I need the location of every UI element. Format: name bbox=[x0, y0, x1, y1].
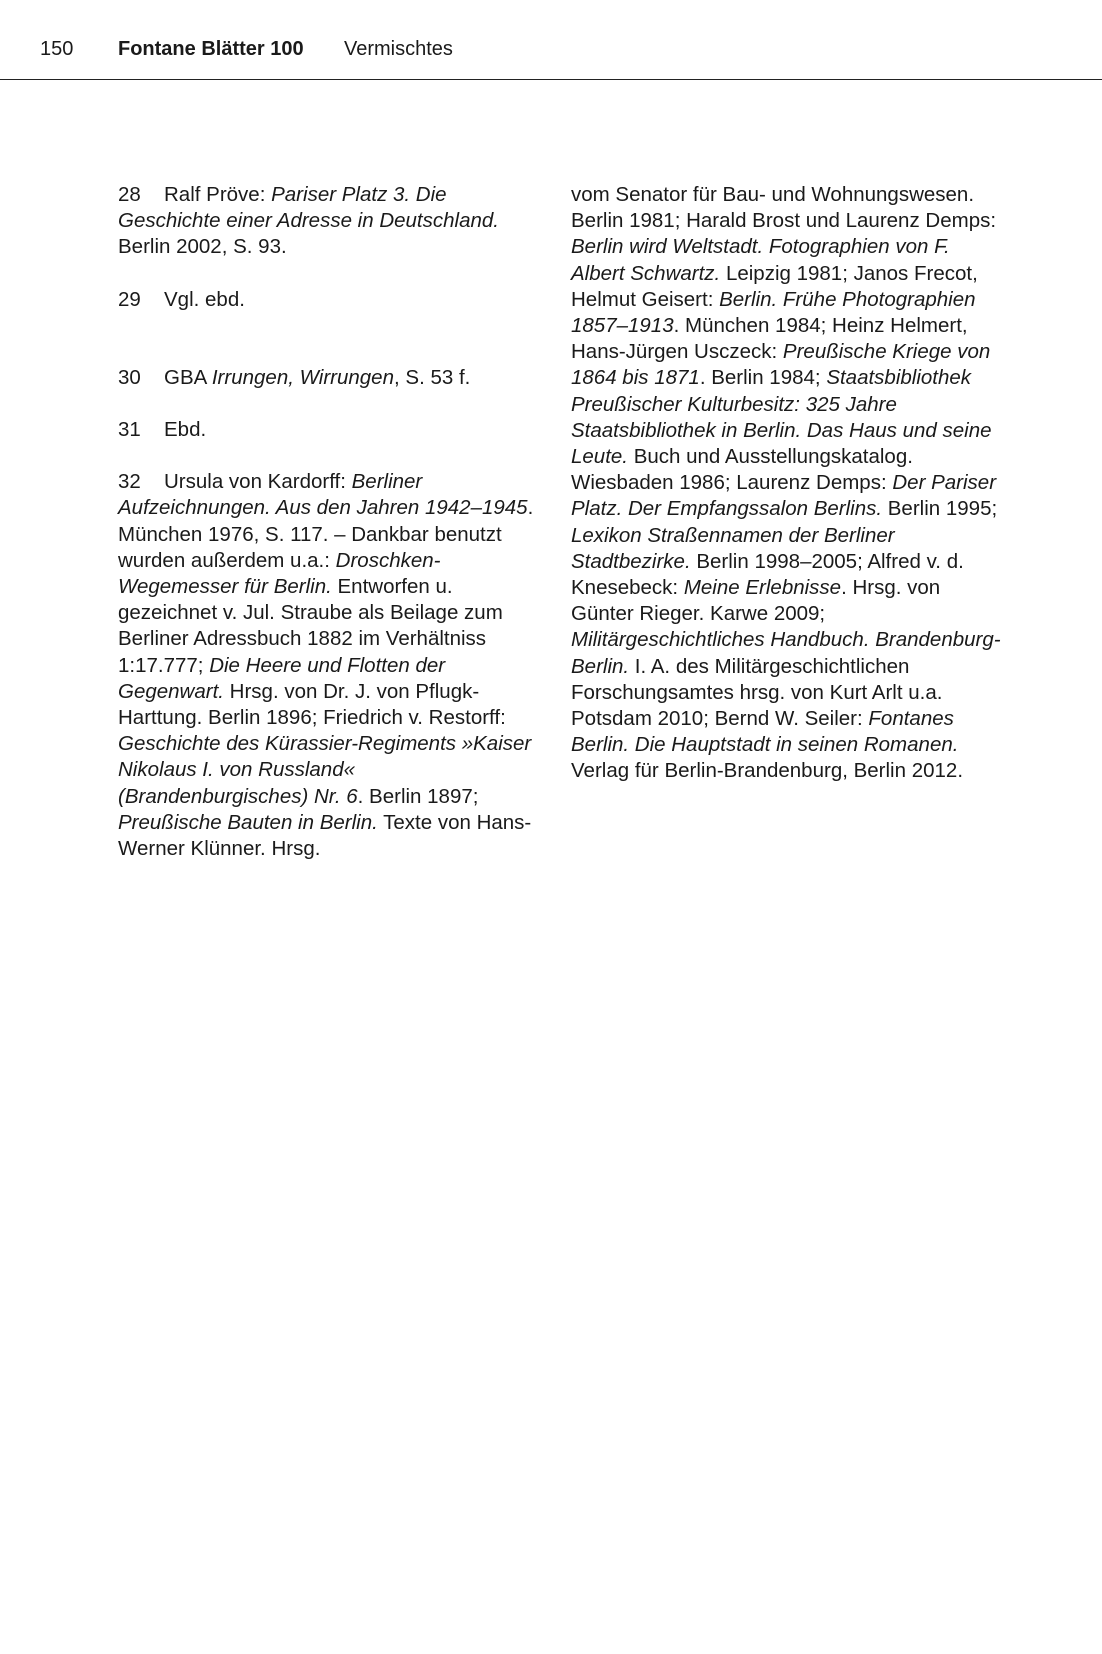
journal-title: Fontane Blätter 100 bbox=[118, 38, 304, 60]
footnote-number: 30 bbox=[118, 365, 141, 389]
footnote-number: 29 bbox=[118, 287, 141, 311]
footnote-number: 28 bbox=[118, 183, 141, 206]
footnote-31: 31 Ebd. bbox=[118, 417, 538, 443]
footnote-28: 28 Ralf Pröve: Pariser Platz 3. Die Geschichte einer Adresse in Deutschland. Berlin 2002, S. 93. bbox=[118, 183, 499, 259]
section-title: Vermischtes bbox=[344, 38, 453, 60]
footnotes-right-column bbox=[571, 182, 1001, 785]
footnote-32: 32 Ursula von Kardorff: Berliner Aufzeichnungen. Aus den Jahren 1942–1945. München 1976, S. 117. – Dankbar benutzt wurden außerdem u.a.: Droschken-Wegemesser für Berlin. Entworfen u. gezeichnet v. Jul. Straube als Beilage zum Berliner Adressbuch 1882 im Verhältniss 1:17.777; Die Heere und Flotten der Gegenwart. Hrsg. von Dr. J. von Pflugk-Harttung. Berlin 1896; Friedrich v. Restorff: Geschichte des Kürassier-Regiments »Kaiser Nikolaus I. von Russland« (Brandenburgisches) Nr. 6. Berlin 1897; Preußische Bauten in Berlin. Texte von Hans-Werner Klünner. Hrsg. bbox=[118, 470, 534, 861]
footnotes-left-column bbox=[118, 182, 538, 862]
page-number: 150 bbox=[40, 38, 74, 60]
footnote-30: 30 GBA Irrungen, Wirrungen, S. 53 f. bbox=[118, 365, 538, 391]
footnote-29: 29 Vgl. ebd. bbox=[118, 287, 538, 313]
running-header bbox=[0, 0, 1102, 80]
footnote-number: 32 bbox=[118, 470, 141, 494]
footnote-number: 31 bbox=[118, 418, 141, 442]
footnote-32-continued: vom Senator für Bau- und Wohnungswesen. Berlin 1981; Harald Brost und Laurenz Demps: Berlin wird Weltstadt. Fotographien von F. Albert Schwartz. Leipzig 1981; Janos Frecot, Helmut Geisert: Berlin. Frühe Photographien 1857–1913. München 1984; Heinz Helmert, Hans-Jürgen Usczeck: Preußische Kriege von 1864 bis 1871. Berlin 1984; Staatsbibliothek Preußischer Kulturbesitz: 325 Jahre Staatsbibliothek in Berlin. Das Haus und seine Leute. Buch und Ausstellungskatalog. Wiesbaden 1986; Laurenz Demps: Der Pariser Platz. Der Empfangssalon Berlins. Berlin 1995; Lexikon Straßennamen der Berliner Stadtbezirke. Berlin 1998–2005; Alfred v. d. Knesebeck: Meine Erlebnisse. Hrsg. von Günter Rieger. Karwe 2009; Militärgeschichtliches Handbuch. Brandenburg-Berlin. I. A. des Militärgeschichtlichen Forschungsamtes hrsg. von Kurt Arlt u.a. Potsdam 2010; Bernd W. Seiler: Fontanes Berlin. Die Hauptstadt in seinen Romanen. Verlag für Berlin-Brandenburg, Berlin 2012. bbox=[571, 183, 1001, 783]
